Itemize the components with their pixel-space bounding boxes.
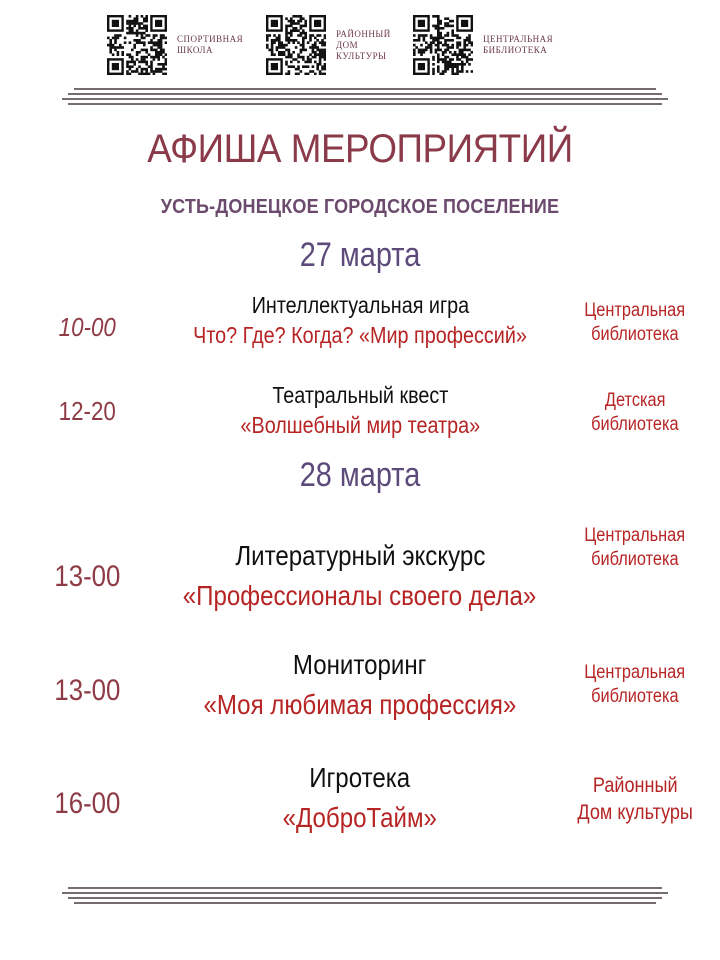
qr-caption-line: БИБЛИОТЕКА	[483, 45, 548, 55]
event-venue	[555, 773, 715, 827]
event-time: 13-00	[54, 674, 121, 707]
date-heading: 27 марта	[299, 236, 421, 274]
event-details	[150, 758, 570, 838]
venue-line: библиотека	[591, 686, 679, 708]
event-time: 12-20	[58, 396, 117, 426]
event-details	[150, 645, 570, 725]
event-details	[150, 290, 570, 350]
venue-line: библиотека	[591, 549, 679, 571]
event-name: «Моя любимая профессия»	[203, 689, 517, 720]
event-type: Литературный экскурс	[234, 540, 486, 571]
venue-line: библиотека	[591, 414, 679, 436]
venue-line: Центральная	[584, 300, 686, 321]
top-divider	[62, 86, 668, 108]
event-type: Театральный квест	[271, 382, 449, 408]
qr-caption-line: РАЙОННЫЙ	[336, 28, 391, 39]
date-heading: 28 марта	[299, 456, 421, 494]
event-time: 13-00	[54, 560, 121, 593]
event-details	[150, 380, 570, 440]
venue-line: Детская	[604, 390, 666, 411]
venue-line: библиотека	[591, 324, 679, 346]
qr-caption-line: ДОМ	[336, 39, 359, 50]
qr-code-icon[interactable]	[107, 15, 167, 75]
qr-block-central-library	[413, 14, 553, 76]
qr-caption-line: КУЛЬТУРЫ	[336, 50, 387, 61]
qr-caption	[177, 34, 243, 56]
event-name: «ДоброТайм»	[282, 802, 438, 833]
page-title: АФИША МЕРОПРИЯТИЙ	[147, 127, 573, 171]
bottom-divider	[62, 885, 668, 907]
event-type: Игротека	[309, 762, 411, 793]
venue-line: Дом культуры	[577, 800, 693, 824]
event-type: Мониторинг	[293, 649, 427, 680]
event-time: 16-00	[54, 787, 121, 820]
venue-line: Районный	[592, 774, 678, 797]
qr-caption-line: ЦЕНТРАЛЬНАЯ	[483, 34, 554, 44]
qr-caption-line: СПОРТИВНАЯ	[177, 34, 244, 44]
qr-code-icon[interactable]	[266, 15, 326, 75]
event-name: «Волшебный мир театра»	[240, 412, 480, 438]
event-name: Что? Где? Когда? «Мир профессий»	[193, 322, 527, 348]
event-venue	[555, 299, 715, 348]
qr-block-sports-school	[107, 14, 243, 76]
qr-caption	[336, 29, 391, 62]
venue-line: Центральная	[584, 525, 686, 546]
qr-block-culture-house	[266, 14, 391, 76]
page-subtitle: УСТЬ-ДОНЕЦКОЕ ГОРОДСКОЕ ПОСЕЛЕНИЕ	[160, 196, 560, 218]
event-name: «Профессионалы своего дела»	[183, 580, 537, 611]
event-venue	[555, 389, 715, 438]
event-details	[150, 536, 570, 616]
qr-caption	[483, 34, 553, 56]
event-time: 10-00	[58, 312, 117, 342]
venue-line: Центральная	[584, 662, 686, 683]
event-venue	[555, 524, 715, 573]
qr-code-icon[interactable]	[413, 15, 473, 75]
event-type: Интеллектуальная игра	[251, 292, 469, 318]
qr-caption-line: ШКОЛА	[177, 45, 214, 55]
event-venue	[555, 661, 715, 710]
